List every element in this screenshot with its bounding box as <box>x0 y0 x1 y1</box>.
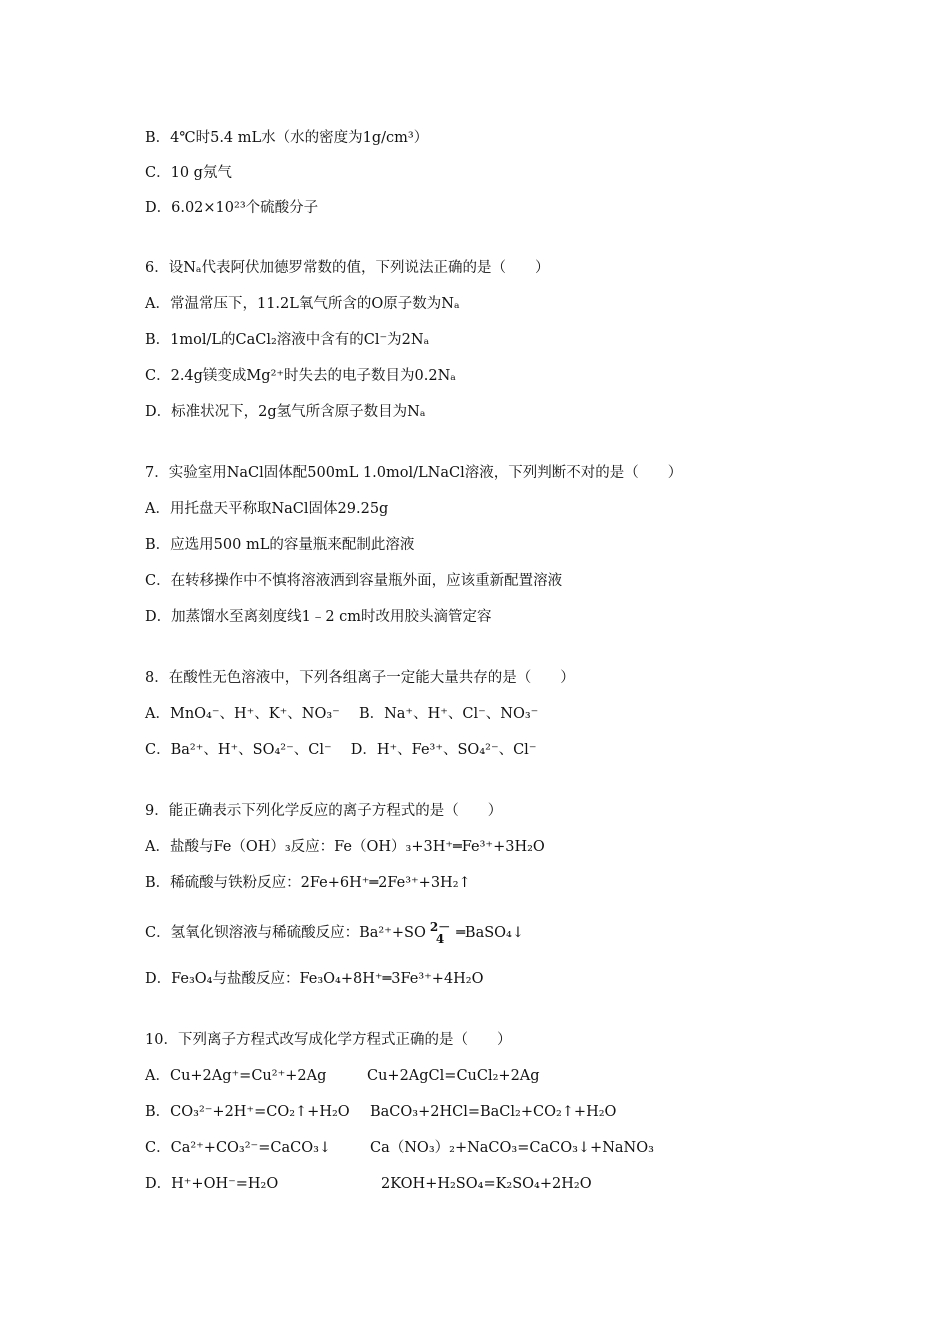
q6-option-b: B．1mol/L的CaCl₂溶液中含有的Cl⁻为2Nₐ <box>145 332 430 348</box>
q6-option-c: C．2.4g镁变成Mg²⁺时失去的电子数目为0.2Nₐ <box>145 368 456 384</box>
q7-option-d: D．加蒸馏水至离刻度线1﹣2 cm时改用胶头滴管定容 <box>145 609 492 625</box>
q9-option-d: D．Fe₃O₄与盐酸反应：Fe₃O₄+8H⁺═3Fe³⁺+4H₂O <box>145 971 484 987</box>
q10-option-c <box>145 1138 654 1158</box>
q10b-molecular: BaCO₃+2HCl=BaCl₂+CO₂↑+H₂O <box>370 1104 617 1120</box>
q10b-ionic: B．CO₃²⁻+2H⁺=CO₂↑+H₂O <box>145 1104 350 1120</box>
q6-option-a: A．常温常压下，11.2L氧气所含的O原子数为Nₐ <box>145 296 460 312</box>
q10c-molecular: Ca（NO₃）₂+NaCO₃=CaCO₃↓+NaNO₃ <box>370 1140 654 1156</box>
q10a-molecular: Cu+2AgCl=CuCl₂+2Ag <box>367 1068 540 1084</box>
q10-stem: 10．下列离子方程式改写成化学方程式正确的是（ ） <box>145 1032 512 1048</box>
sulfate-charge-fraction <box>430 921 450 945</box>
q9c-text-pre: C．氢氧化钡溶液与稀硫酸反应：Ba²⁺+SO <box>145 925 426 941</box>
q6-stem: 6．设Nₐ代表阿伏加德罗常数的值，下列说法正确的是（ ） <box>145 260 550 276</box>
q7-option-c: C．在转移操作中不慎将溶液洒到容量瓶外面，应该重新配置溶液 <box>145 573 563 589</box>
q10c-ionic: C．Ca²⁺+CO₃²⁻=CaCO₃↓ <box>145 1140 332 1156</box>
sulfate-charge: 2－ <box>429 920 451 934</box>
q8-options-cd: C．Ba²⁺、H⁺、SO₄²⁻、Cl⁻ D．H⁺、Fe³⁺、SO₄²⁻、Cl⁻ <box>145 742 537 758</box>
sulfate-subscript: 4 <box>435 932 445 946</box>
q9c-text-post: ═BaSO₄↓ <box>456 925 525 941</box>
q9-option-b: B．稀硫酸与铁粉反应：2Fe+6H⁺═2Fe³⁺+3H₂↑ <box>145 875 471 891</box>
q10d-molecular: 2KOH+H₂SO₄=K₂SO₄+2H₂O <box>381 1176 592 1192</box>
q9-stem: 9．能正确表示下列化学反应的离子方程式的是（ ） <box>145 803 503 819</box>
q5-option-d: D．6.02×10²³个硫酸分子 <box>145 200 319 216</box>
q8-stem: 8．在酸性无色溶液中，下列各组离子一定能大量共存的是（ ） <box>145 670 575 686</box>
q7-stem: 7．实验室用NaCl固体配500mL 1.0mol/LNaCl溶液，下列判断不对的是（ ） <box>145 465 683 481</box>
q8-options-ab: A．MnO₄⁻、H⁺、K⁺、NO₃⁻ B．Na⁺、H⁺、Cl⁻、NO₃⁻ <box>145 706 539 722</box>
q7-option-a: A．用托盘天平称取NaCl固体29.25g <box>145 501 389 517</box>
q10-option-b <box>145 1102 617 1122</box>
q10d-ionic: D．H⁺+OH⁻=H₂O <box>145 1176 279 1192</box>
q5-option-c: C．10 g氖气 <box>145 165 232 181</box>
q10-option-d <box>145 1174 592 1194</box>
q6-option-d: D．标准状况下，2g氢气所含原子数目为Nₐ <box>145 404 426 420</box>
q7-option-b: B．应选用500 mL的容量瓶来配制此溶液 <box>145 537 415 553</box>
q9-option-a: A．盐酸与Fe（OH）₃反应：Fe（OH）₃+3H⁺═Fe³⁺+3H₂O <box>145 839 545 855</box>
q5-option-b: B．4℃时5.4 mL水（水的密度为1g/cm³） <box>145 130 429 146</box>
q10-option-a <box>145 1066 540 1086</box>
q9-option-c <box>145 921 524 945</box>
q10a-ionic: A．Cu+2Ag⁺=Cu²⁺+2Ag <box>145 1068 327 1084</box>
